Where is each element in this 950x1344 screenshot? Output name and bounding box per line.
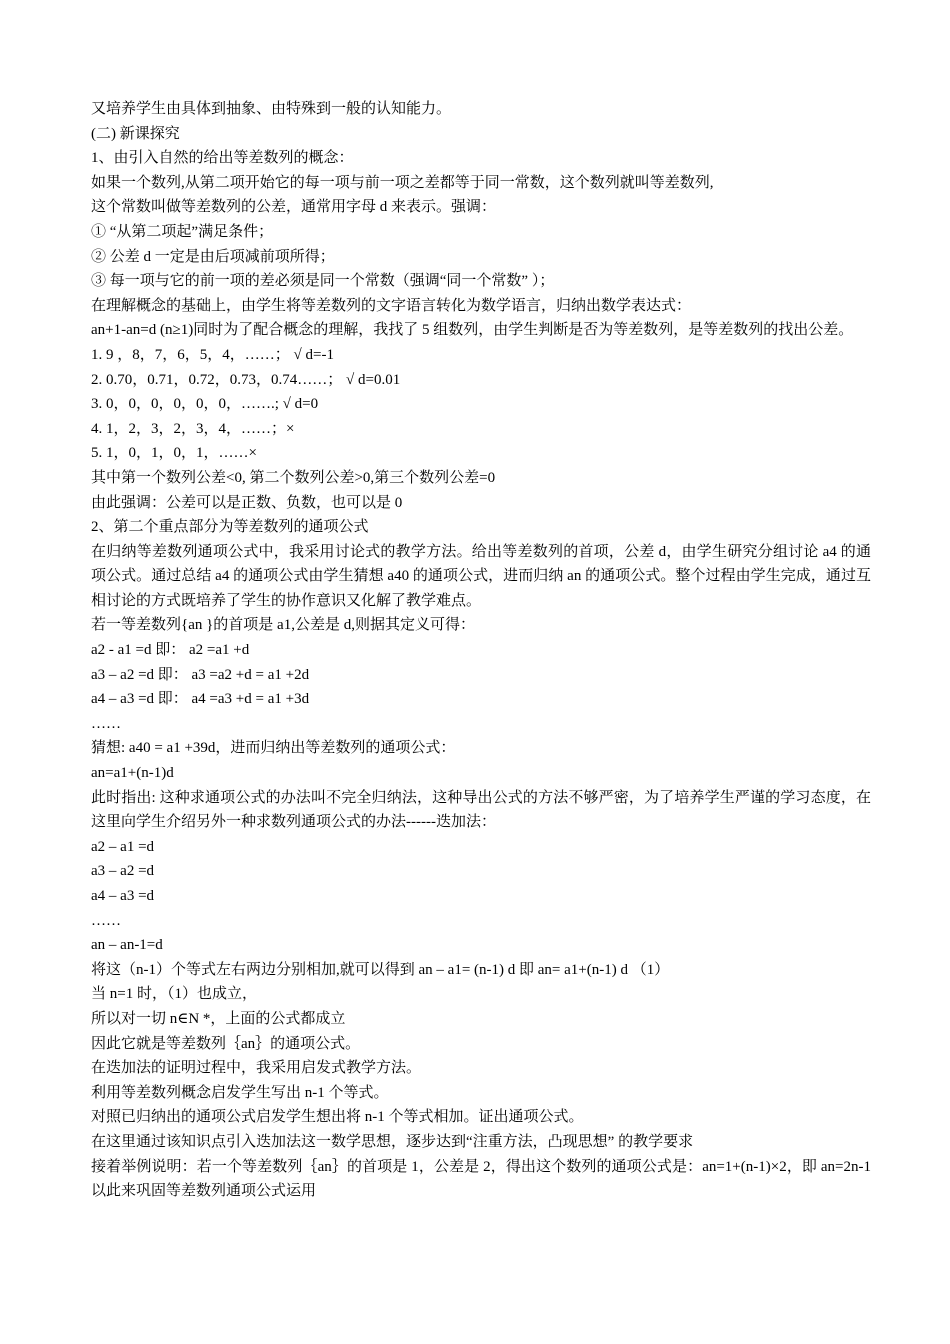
paragraph: an+1-an=d (n≥1)同时为了配合概念的理解，我找了 5 组数列，由学生判断是否为等差数列，是等差数列的找出公差。	[91, 322, 854, 339]
formula-line: a3 – a2 =d	[91, 863, 155, 880]
formula-line: a2 - a1 =d 即： a2 =a1 +d	[91, 642, 250, 659]
text-line: 若一等差数列{an }的首项是 a1,公差是 d,则据其定义可得：	[91, 617, 475, 634]
list-item: 1. 9 ，8，7，6，5，4，……； √ d=-1	[91, 346, 334, 363]
text-line: 由此强调：公差可以是正数、负数，也可以是 0	[91, 494, 403, 511]
text-line: 因此它就是等差数列｛an｝的通项公式。	[91, 1035, 361, 1052]
text-line: 猜想: a40 = a1 +39d，进而归纳出等差数列的通项公式：	[91, 740, 456, 757]
list-item: 3. 0，0，0，0，0，0，…….; √ d=0	[91, 396, 319, 413]
formula-line: a4 – a3 =d 即： a4 =a3 +d = a1 +3d	[91, 691, 310, 708]
list-item: 2. 0.70，0.71，0.72，0.73，0.74……； √ d=0.01	[91, 371, 401, 388]
ellipsis-line: ……	[91, 912, 121, 929]
list-item: ② 公差 d 一定是由后项减前项所得；	[91, 248, 335, 265]
list-item: 5. 1，0，1，0，1，……×	[91, 445, 257, 462]
text-line: 这个常数叫做等差数列的公差，通常用字母 d 来表示。强调：	[91, 199, 497, 216]
subsection-heading: 1、由引入自然的给出等差数列的概念：	[91, 150, 354, 167]
text-line: 当 n=1 时，（1）也成立，	[91, 986, 257, 1003]
list-item: ③ 每一项与它的前一项的差必须是同一个常数（强调“同一个常数” ）；	[91, 273, 555, 290]
text-line: 在迭加法的证明过程中，我采用启发式教学方法。	[91, 1060, 422, 1077]
formula-line: an=a1+(n-1)d	[91, 765, 174, 782]
document-body	[91, 97, 871, 1204]
list-item: 4. 1，2，3，2，3，4，……；×	[91, 420, 295, 437]
section-heading: (二) 新课探究	[91, 125, 180, 142]
formula-line: a2 – a1 =d	[91, 838, 155, 855]
text-line: 所以对一切 n∈N *，上面的公式都成立	[91, 1010, 346, 1027]
text-line: 其中第一个数列公差<0, 第二个数列公差>0,第三个数列公差=0	[91, 469, 496, 486]
text-line: 对照已归纳出的通项公式启发学生想出将 n-1 个等式相加。证出通项公式。	[91, 1109, 584, 1126]
subsection-heading: 2、第二个重点部分为等差数列的通项公式	[91, 519, 369, 536]
text-line: 在这里通过该知识点引入迭加法这一数学思想，逐步达到“注重方法，凸现思想” 的教学要求	[91, 1133, 694, 1150]
ellipsis-line: ……	[91, 715, 121, 732]
text-line: 又培养学生由具体到抽象、由特殊到一般的认知能力。	[91, 101, 452, 117]
text-line: 利用等差数列概念启发学生写出 n-1 个等式。	[91, 1084, 389, 1101]
list-item: ① “从第二项起”满足条件；	[91, 223, 274, 240]
formula-line: an – an-1=d	[91, 937, 163, 954]
text-line: 如果一个数列,从第二项开始它的每一项与前一项之差都等于同一常数，这个数列就叫等差数列,	[91, 174, 714, 191]
paragraph: 此时指出: 这种求通项公式的办法叫不完全归纳法，这种导出公式的方法不够严密，为了培养学生严谨的学习态度，在这里向学生介绍另外一种求数列通项公式的办法------迭加法：	[91, 789, 871, 831]
text-line: 将这（n-1）个等式左右两边分别相加,就可以得到 an – a1= (n-1) d 即 an= a1+(n-1) d （1）	[91, 961, 670, 978]
paragraph: 在归纳等差数列通项公式中，我采用讨论式的教学方法。给出等差数列的首项，公差 d，由学生研究分组讨论 a4 的通项公式。通过总结 a4 的通项公式由学生猜想 a40 的通项公式，进而归纳 an 的通项公式。整个过程由学生完成，通过互相讨论的方式既培养了学生的协作意识又化解了教学难点。	[91, 543, 871, 609]
formula-line: a3 – a2 =d 即： a3 =a2 +d = a1 +2d	[91, 666, 310, 683]
formula-line: a4 – a3 =d	[91, 888, 155, 904]
text-line: 在理解概念的基础上，由学生将等差数列的文字语言转化为数学语言，归纳出数学表达式：	[91, 297, 692, 314]
paragraph: 接着举例说明：若一个等差数列｛an｝的首项是 1，公差是 2，得出这个数列的通项公式是：an=1+(n-1)×2，即 an=2n-1 以此来巩固等差数列通项公式运用	[91, 1158, 871, 1200]
